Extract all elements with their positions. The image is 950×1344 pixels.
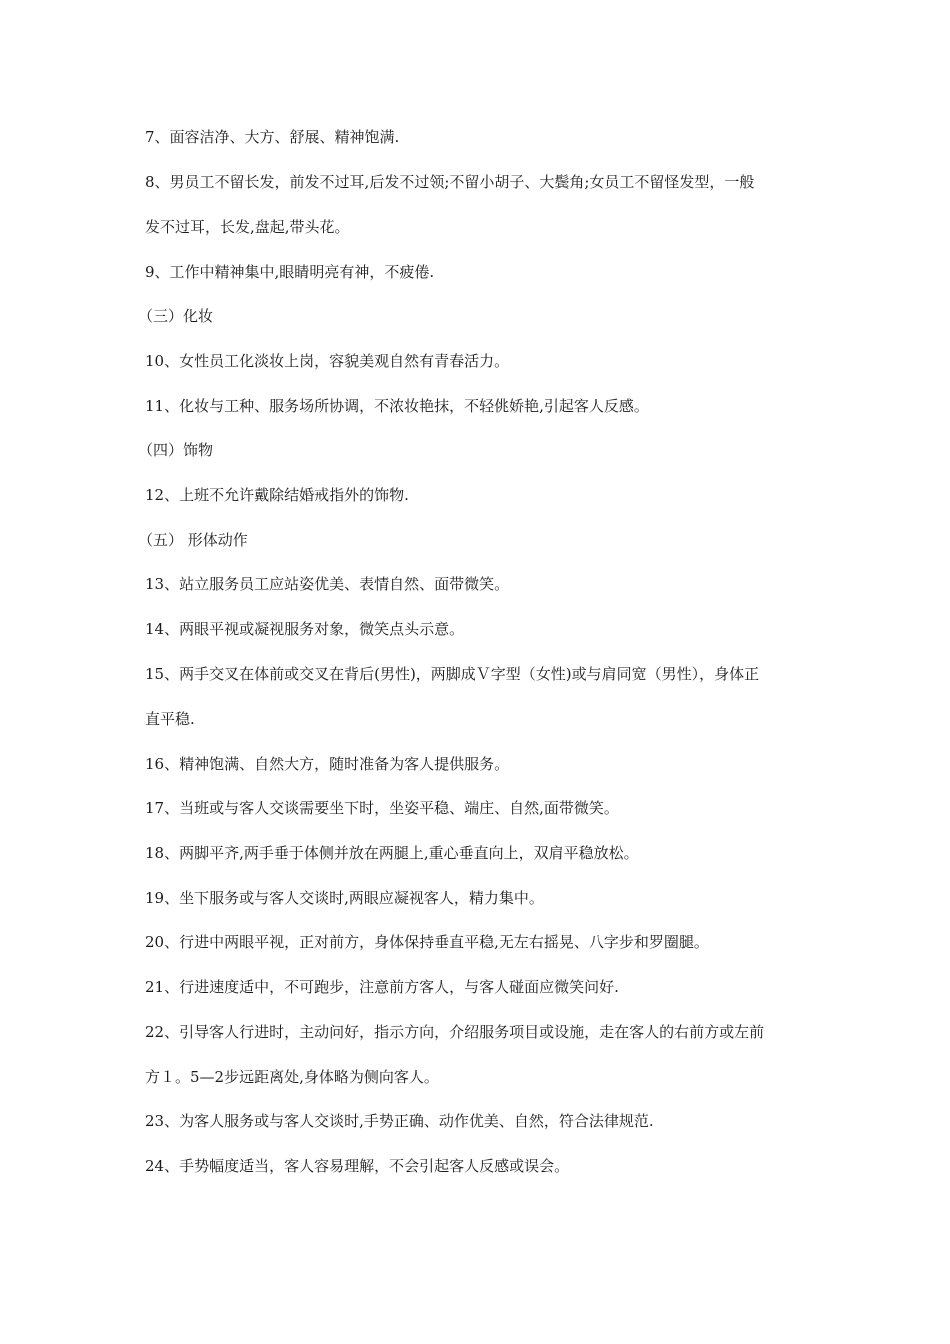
text-line-item-15: 15、两手交叉在体前或交叉在背后(男性)，两脚成Ｖ字型（女性)或与肩同宽（男性），身体正	[145, 665, 760, 683]
text-line-item-22: 22、引导客人行进时，主动问好，指示方向，介绍服务项目或设施，走在客人的右前方或左前	[145, 1023, 765, 1041]
text-line-item-8-cont: 发不过耳，长发,盘起,带头花。	[145, 218, 350, 236]
text-line-item-11: 11、化妆与工种、服务场所协调，不浓妆艳抹，不轻佻娇艳,引起客人反感。	[145, 397, 649, 415]
text-line-item-12: 12、上班不允许戴除结婚戒指外的饰物.	[145, 486, 409, 504]
section-heading-accessories: （四）饰物	[138, 441, 214, 459]
text-line-item-23: 23、为客人服务或与客人交谈时,手势正确、动作优美、自然，符合法律规范.	[145, 1112, 654, 1130]
text-line-item-20: 20、行进中两眼平视，正对前方，身体保持垂直平稳,无左右摇晃、八字步和罗圈腿。	[145, 933, 709, 951]
text-line-item-13: 13、站立服务员工应站姿优美、表情自然、面带微笑。	[145, 575, 510, 593]
text-line-item-15-cont: 直平稳.	[145, 710, 195, 728]
text-line-item-22-cont: 方１。5—2步远距离处,身体略为侧向客人。	[145, 1068, 439, 1086]
section-heading-makeup: （三）化妆	[138, 307, 214, 325]
text-line-item-8: 8、男员工不留长发，前发不过耳,后发不过领;不留小胡子、大鬓角;女员工不留怪发型，一般	[145, 173, 755, 191]
text-line-item-9: 9、工作中精神集中,眼睛明亮有神，不疲倦.	[145, 263, 435, 281]
text-line-item-7: 7、面容洁净、大方、舒展、精神饱满.	[145, 128, 400, 146]
text-line-item-14: 14、两眼平视或凝视服务对象，微笑点头示意。	[145, 620, 465, 638]
text-line-item-19: 19、坐下服务或与客人交谈时,两眼应凝视客人，精力集中。	[145, 889, 544, 907]
text-line-item-18: 18、两脚平齐,两手垂于体侧并放在两腿上,重心垂直向上，双肩平稳放松。	[145, 844, 639, 862]
text-line-item-17: 17、当班或与客人交谈需要坐下时，坐姿平稳、端庄、自然,面带微笑。	[145, 799, 619, 817]
text-line-item-10: 10、女性员工化淡妆上岗，容貌美观自然有青春活力。	[145, 352, 510, 370]
text-line-item-21: 21、行进速度适中，不可跑步，注意前方客人，与客人碰面应微笑问好.	[145, 978, 619, 996]
text-line-item-24: 24、手势幅度适当，客人容易理解，不会引起客人反感或误会。	[145, 1157, 570, 1175]
text-line-item-16: 16、精神饱满、自然大方，随时准备为客人提供服务。	[145, 755, 510, 773]
section-heading-posture: （五） 形体动作	[138, 531, 248, 549]
